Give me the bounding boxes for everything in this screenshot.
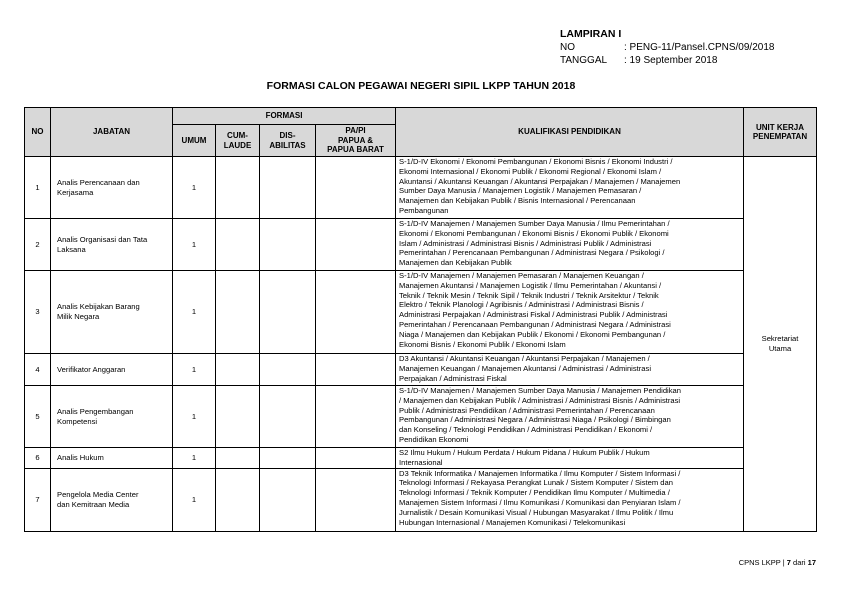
row-no: 3 [25, 271, 51, 354]
table-row [25, 354, 817, 386]
row-kualifikasi: D3 Akuntansi / Akuntansi Keuangan / Akuntansi Perpajakan / Manajemen / Manajemen Keuangan / Manajemen Akuntansi / Administrasi / Administrasi Perpajakan / Administrasi Fiskal [396, 354, 744, 386]
row-disabilitas [260, 271, 316, 354]
row-cumlaude [216, 219, 260, 271]
page-title: FORMASI CALON PEGAWAI NEGERI SIPIL LKPP TAHUN 2018 [266, 80, 576, 92]
col-cumlaude: CUM- LAUDE [216, 125, 260, 157]
row-kualifikasi: D3 Teknik Informatika / Manajemen Informatika / Ilmu Komputer / Sistem Informasi / Teknologi Informasi / Rekayasa Perangkat Lunak / Sistem Komputer / Sistem dan Teknologi Informasi / Teknik Komputer / Pendidikan Ilmu Komputer / Multimedia / Manajemen Sistem Informasi / Ilmu Komunikasi / Komunikasi dan Penyiaran Islam / Jurnalistik / Desain Komunikasi Visual / Hubungan Masyarakat / Ilmu Politik / Ilmu Hubungan Internasional / Manajemen Komunikasi / Telekomunikasi [396, 468, 744, 531]
col-no: NO [25, 108, 51, 157]
row-papua [316, 271, 396, 354]
row-umum: 1 [173, 468, 216, 531]
row-jabatan: Verifikator Anggaran [51, 354, 173, 386]
lampiran-title: LAMPIRAN I [560, 28, 622, 40]
table-row [25, 157, 817, 219]
no-value: : PENG-11/Pansel.CPNS/09/2018 [624, 42, 775, 53]
row-cumlaude [216, 354, 260, 386]
row-jabatan: Analis Hukum [51, 448, 173, 469]
footer-dari: dari [790, 558, 808, 567]
row-papua [316, 219, 396, 271]
row-no: 4 [25, 354, 51, 386]
tanggal-value: : 19 September 2018 [624, 55, 718, 66]
formasi-table [24, 107, 817, 532]
row-umum: 1 [173, 386, 216, 448]
table-row [25, 271, 817, 354]
col-umum: UMUM [173, 125, 216, 157]
row-cumlaude [216, 157, 260, 219]
row-kualifikasi: S2 Ilmu Hukum / Hukum Perdata / Hukum Pidana / Hukum Publik / Hukum Internasional [396, 448, 744, 469]
row-disabilitas [260, 386, 316, 448]
footer-total-pages: 17 [807, 558, 816, 567]
footer-prefix: CPNS LKPP | [738, 558, 787, 567]
row-kualifikasi: S-1/D-IV Manajemen / Manajemen Sumber Daya Manusia / Ilmu Pemerintahan / Ekonomi / Ekonomi Pembangunan / Ekonomi Bisnis / Ekonomi Publik / Ekonomi Islam / Administrasi / Administrasi Bisnis / Administrasi Publik / Administrasi Pemerintahan / Perencanaan Pembangunan / Administrasi Negara / Psikologi / Manajemen dan Kebijakan Publik [396, 219, 744, 271]
row-cumlaude [216, 448, 260, 469]
row-jabatan: Analis Pengembangan Kompetensi [51, 386, 173, 448]
row-papua [316, 448, 396, 469]
footer-page-number: 7 [786, 558, 791, 567]
row-papua [316, 354, 396, 386]
row-papua [316, 386, 396, 448]
row-disabilitas [260, 448, 316, 469]
row-no: 6 [25, 448, 51, 469]
lampiran-block [560, 28, 774, 67]
row-kualifikasi: S-1/D-IV Ekonomi / Ekonomi Pembangunan / Ekonomi Bisnis / Ekonomi Industri / Ekonomi Internasional / Ekonomi Publik / Ekonomi Regional / Ekonomi Islam / Akuntansi / Akuntansi Keuangan / Akuntansi Perpajakan / Manajemen / Manajemen Sumber Daya Manusia / Manajemen Logistik / Manajemen Pemasaran / Manajemen dan Kebijakan Publik / Bisnis Internasional / Perencanaan Pembangunan [396, 157, 744, 219]
row-papua [316, 157, 396, 219]
row-disabilitas [260, 157, 316, 219]
unit-kerja-cell: Sekretariat Utama [744, 157, 817, 532]
row-umum: 1 [173, 271, 216, 354]
col-disabilitas: DIS- ABILITAS [260, 125, 316, 157]
row-no: 7 [25, 468, 51, 531]
table-row [25, 219, 817, 271]
no-label: NO [560, 42, 575, 53]
row-disabilitas [260, 354, 316, 386]
col-jabatan: JABATAN [51, 108, 173, 157]
row-umum: 1 [173, 354, 216, 386]
lampiran-no-row [560, 41, 774, 54]
row-umum: 1 [173, 448, 216, 469]
row-cumlaude [216, 468, 260, 531]
row-umum: 1 [173, 219, 216, 271]
row-papua [316, 468, 396, 531]
row-jabatan: Analis Perencanaan dan Kerjasama [51, 157, 173, 219]
lampiran-tanggal-row [560, 54, 774, 67]
col-papua: PA/PI PAPUA & PAPUA BARAT [316, 125, 396, 157]
row-jabatan: Analis Organisasi dan Tata Laksana [51, 219, 173, 271]
table-row [25, 386, 817, 448]
row-disabilitas [260, 468, 316, 531]
tanggal-label: TANGGAL [560, 55, 608, 66]
row-disabilitas [260, 219, 316, 271]
row-cumlaude [216, 271, 260, 354]
table-body [25, 157, 817, 532]
table-row [25, 448, 817, 469]
row-no: 1 [25, 157, 51, 219]
row-jabatan: Pengelola Media Center dan Kemitraan Media [51, 468, 173, 531]
table-row [25, 468, 817, 531]
row-jabatan: Analis Kebijakan Barang Milik Negara [51, 271, 173, 354]
col-formasi: FORMASI [173, 108, 396, 125]
row-cumlaude [216, 386, 260, 448]
row-kualifikasi: S-1/D-IV Manajemen / Manajemen Sumber Daya Manusia / Manajemen Pendidikan / Manajemen dan Kebijakan Publik / Administrasi / Administrasi Bisnis / Administrasi Publik / Administrasi Pendidikan / Administrasi Pemerintahan / Perencanaan Pembangunan / Administrasi Negara / Administrasi Niaga / Psikologi / Bimbingan dan Konseling / Teknologi Pendidikan / Administrasi Pendidikan / Ekonomi / Pendidikan Ekonomi [396, 386, 744, 448]
row-kualifikasi: S-1/D-IV Manajemen / Manajemen Pemasaran / Manajemen Keuangan / Manajemen Akuntansi / Manajemen Logistik / Ilmu Pemerintahan / Akuntansi / Teknik / Teknik Mesin / Teknik Sipil / Teknik Industri / Teknik Arsitektur / Teknik Elektro / Teknik Planologi / Agribisnis / Administrasi / Administrasi Bisnis / Administrasi Perpajakan / Administrasi Fiskal / Administrasi Publik / Administrasi Pemerintahan / Perencanaan Pembangunan / Administrasi Negara / Administrasi Niaga / Manajemen dan Kebijakan Publik / Ekonomi / Ekonomi Pembangunan / Ekonomi Bisnis / Ekonomi Publik / Ekonomi Islam [396, 271, 744, 354]
page-footer [739, 558, 816, 567]
col-unit-kerja: UNIT KERJA PENEMPATAN [744, 108, 817, 157]
row-no: 2 [25, 219, 51, 271]
row-no: 5 [25, 386, 51, 448]
row-umum: 1 [173, 157, 216, 219]
col-kualifikasi: KUALIFIKASI PENDIDIKAN [396, 108, 744, 157]
